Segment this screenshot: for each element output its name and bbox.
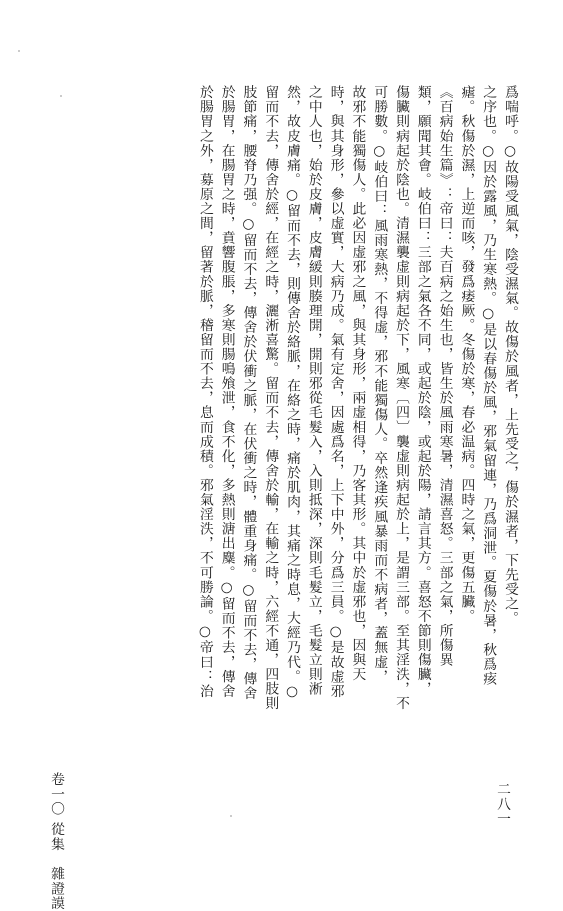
section-label: 從集 雜證謨 (48, 822, 64, 911)
scan-speck (18, 50, 20, 52)
text-column: 於腸胃之外，募原之間，留著於脈，稽留而不去，息而成積。邪氣淫泆，不可勝論。○帝曰：治 (196, 85, 213, 699)
text-column: 《百病始生篇》：帝曰：夫百病之始生也，皆生於風雨寒暑，清濕喜怒。三部之氣，所傷異 (436, 85, 453, 667)
page-number: 二八一 (494, 782, 510, 827)
volume-label: 卷一〇 (48, 772, 64, 817)
text-column: 然，故皮膚痛。○留而不去，則傳舍於絡脈，在絡之時，痛於肌肉，其痛之時息，大經乃代。○ (284, 85, 301, 701)
text-column: 爲喘呼。○故陽受風氣，陰受濕氣。故傷於風者，上先受之，傷於濕者，下先受之。 (502, 85, 518, 626)
text-column: 瘧。秋傷於濕，上逆而咳，發爲痿厥。冬傷於寒，春必温病。四時之氣，更傷五臟。 (458, 85, 475, 624)
text-column: 留而不去，傳舍於經，在經之時，灑淅喜驚。留而不去，傳舍於輸，在輸之時，六經不通，四肢則 (262, 85, 279, 711)
text-column: 於腸胃，在腸胃之時，賁響腹脹，多寒則腸鳴飧泄，食不化，多熱則溏出麋。○留而不去，傳舍 (218, 85, 235, 699)
text-column: 之中人也，始於皮膚，皮膚緩則腠理開，開則邪從毛髮入，入則抵深，深則毛髮立，毛髮立則淅 (305, 85, 322, 697)
text-column: 故邪不能獨傷人。此必因虚邪之風，與其身形，兩虚相得，乃客其形。其中於虚邪也，因與天 (349, 85, 366, 682)
text-column: 傷臟則病起於陰也。清濕襲虚則病起於下，風寒〔四〕襲虚則病起於上，是謂三部。至其淫泆，不 (393, 85, 410, 711)
body-text (80, 85, 520, 745)
text-column: 可勝數。○岐伯曰：風雨寒熱，不得虚，邪不能獨傷人。卒然逢疾風暴雨而不病者，蓋無虚， (371, 85, 388, 684)
scan-speck (60, 95, 62, 97)
scan-speck (230, 815, 232, 817)
text-column: 時，與其身形，參以虚實，大病乃成。氣有定舍，因處爲名，上下中外，分爲三員。○是故虚邪 (327, 85, 344, 699)
text-column: 類，願聞其會。岐伯曰：三部之氣各不同，或起於陰，或起於陽，請言其方。喜怒不節則傷臟， (414, 85, 431, 697)
text-column: 之序也。○因於露風，乃生寒熱。○是以春傷於風，邪氣留連，乃爲洞泄。夏傷於暑，秋爲痎 (480, 85, 497, 686)
text-column: 肢節痛，腰脊乃强。○留而不去，傳舍於伏衝之脈，在伏衝之時，體重身痛。○留而不去，傳舍 (240, 85, 257, 701)
